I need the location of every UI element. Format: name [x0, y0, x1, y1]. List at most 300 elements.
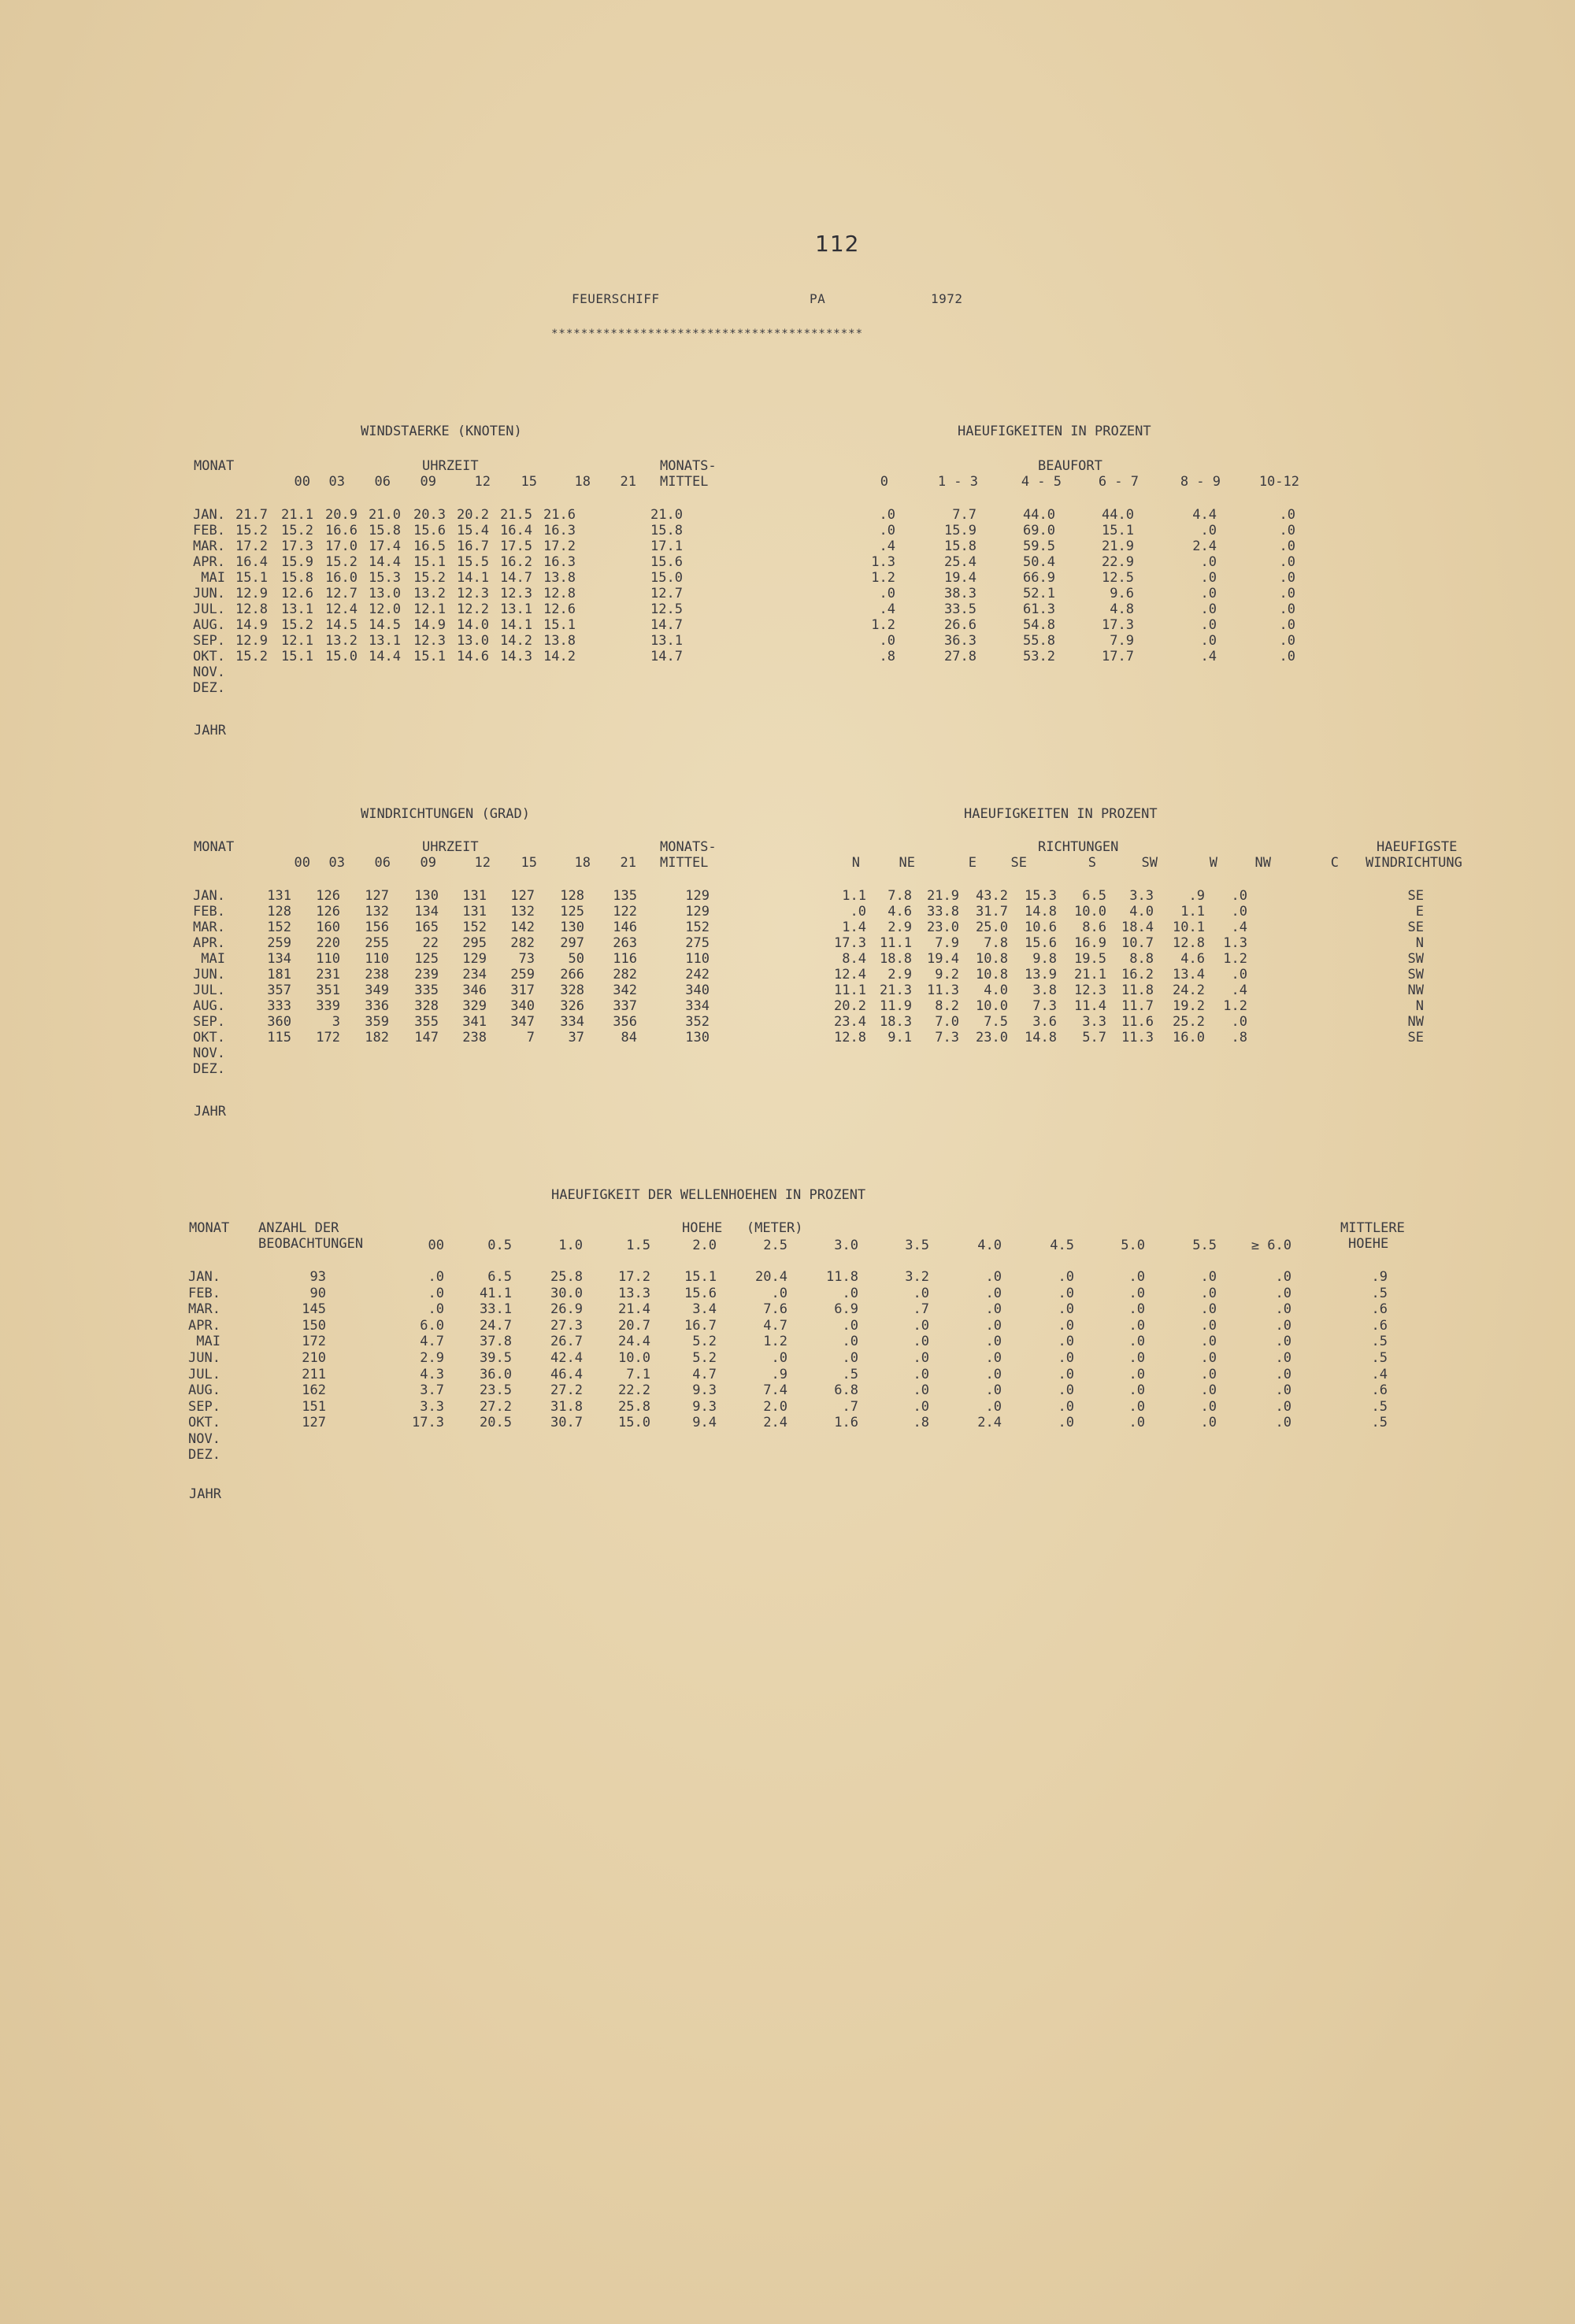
height-header: 5.5 — [1192, 1238, 1217, 1253]
table-cell: .0 — [428, 1285, 444, 1301]
table-cell: .8 — [1231, 1030, 1247, 1045]
table-cell: 11.1 — [834, 983, 866, 998]
table-cell: .0 — [1231, 888, 1247, 904]
table-cell: .0 — [1275, 1301, 1292, 1318]
hour-header: 00 — [294, 474, 310, 490]
table-cell: 14.9 — [413, 617, 446, 633]
table-cell: 16.0 — [1173, 1030, 1205, 1045]
table-cell: 122 — [613, 904, 637, 920]
monat-label: MONAT — [194, 839, 235, 855]
table-cell: .0 — [1128, 1350, 1145, 1366]
table-cell: 44.0 — [1023, 507, 1055, 523]
table-cell: 6.9 — [834, 1301, 858, 1318]
mittlere-hoehe-label: HOEHE — [1348, 1236, 1389, 1252]
wind-speed-row — [0, 523, 1575, 538]
table-cell: .0 — [1058, 1415, 1074, 1431]
table-cell: 4.0 — [984, 983, 1008, 998]
table-cell: 12.5 — [650, 601, 683, 617]
table-cell: .0 — [1279, 523, 1295, 538]
table-cell: 231 — [316, 967, 340, 983]
table-cell: 12.3 — [457, 586, 489, 601]
most-frequent-direction: SE — [1407, 1030, 1424, 1045]
table-cell: 329 — [462, 998, 487, 1014]
monats-label: MONATS- — [660, 458, 717, 474]
table-cell: .0 — [913, 1317, 929, 1334]
table-cell: .5 — [842, 1366, 858, 1382]
table-cell: 13.0 — [369, 586, 401, 601]
month-label: JUN. — [193, 586, 225, 601]
beaufort-header: 8 - 9 — [1180, 474, 1221, 490]
table-cell: .0 — [1200, 554, 1217, 570]
table-cell: 255 — [365, 935, 389, 951]
table-cell: 12.6 — [543, 601, 576, 617]
table-cell: 13.8 — [543, 633, 576, 649]
table-cell: 15.2 — [235, 523, 268, 538]
table-cell: 10.0 — [618, 1350, 650, 1366]
table-cell: .0 — [985, 1398, 1002, 1415]
table-cell: 15.9 — [281, 554, 313, 570]
table-cell: .0 — [1200, 633, 1217, 649]
table-cell: 328 — [560, 983, 584, 998]
table-cell: 13.1 — [500, 601, 532, 617]
table-cell: 13.1 — [369, 633, 401, 649]
table-cell: 25.8 — [618, 1398, 650, 1415]
month-label: MAI — [201, 951, 225, 967]
station-code: PA — [810, 291, 826, 306]
table-cell: .4 — [1231, 920, 1247, 935]
table-cell: 14.1 — [500, 617, 532, 633]
table-cell: 152 — [685, 920, 710, 935]
table-cell: 3.2 — [905, 1269, 929, 1285]
table-cell: 42.4 — [550, 1350, 583, 1366]
table-cell: 135 — [613, 888, 637, 904]
table-cell: 2.4 — [977, 1415, 1002, 1431]
wind-speed-row — [0, 586, 1575, 601]
table-cell: 93 — [309, 1269, 326, 1285]
table-cell: .0 — [1200, 586, 1217, 601]
wind-speed-row — [0, 633, 1575, 649]
table-cell: .0 — [1058, 1285, 1074, 1301]
table-cell: 11.8 — [826, 1269, 858, 1285]
table-cell: 349 — [365, 983, 389, 998]
table-cell: 333 — [267, 998, 291, 1014]
month-label: NOV. — [193, 1045, 225, 1061]
table-cell: 31.7 — [976, 904, 1008, 920]
table-cell: .0 — [1200, 1301, 1217, 1318]
table-cell: 16.2 — [1121, 967, 1154, 983]
table-cell: 14.0 — [457, 617, 489, 633]
table-cell: 23.4 — [834, 1014, 866, 1030]
table-cell: 234 — [462, 967, 487, 983]
table-cell: 210 — [302, 1350, 326, 1366]
table-cell: .9 — [1371, 1269, 1388, 1285]
table-cell: .0 — [1058, 1350, 1074, 1366]
table-cell: 339 — [316, 998, 340, 1014]
table-cell: 23.0 — [976, 1030, 1008, 1045]
month-label: MAR. — [188, 1301, 220, 1318]
windrichtung-label: WINDRICHTUNG — [1366, 855, 1462, 871]
table-cell: 14.9 — [235, 617, 268, 633]
table-cell: 50.4 — [1023, 554, 1055, 570]
month-label: NOV. — [193, 664, 225, 680]
table-cell: 6.8 — [834, 1382, 858, 1399]
table-cell: 13.9 — [1025, 967, 1057, 983]
wave-height-row — [0, 1399, 1575, 1415]
table-cell: 15.3 — [369, 570, 401, 586]
most-frequent-direction: SW — [1407, 951, 1424, 967]
table-cell: .9 — [1188, 888, 1205, 904]
table-cell: 10.8 — [976, 967, 1008, 983]
table-cell: 7 — [526, 1030, 535, 1045]
table-cell: 16.7 — [457, 538, 489, 554]
table-cell: .0 — [1200, 1269, 1217, 1285]
month-label: MAI — [196, 1334, 220, 1350]
table-cell: 128 — [267, 904, 291, 920]
table-cell: 15.8 — [944, 538, 976, 554]
table-cell: 21.0 — [369, 507, 401, 523]
table-cell: .5 — [1371, 1334, 1388, 1350]
table-cell: 134 — [267, 951, 291, 967]
table-cell: 335 — [414, 983, 439, 998]
table-cell: 16.4 — [235, 554, 268, 570]
wind-direction-row — [0, 904, 1575, 920]
table-cell: 11.4 — [1074, 998, 1106, 1014]
height-header: 00 — [428, 1238, 444, 1253]
jahr-label: JAHR — [194, 723, 226, 738]
month-label: FEB. — [193, 523, 225, 538]
table-cell: 12.6 — [281, 586, 313, 601]
wind-direction-row — [0, 983, 1575, 998]
table-cell: 20.2 — [834, 998, 866, 1014]
table-cell: 152 — [462, 920, 487, 935]
direction-header: W — [1209, 855, 1217, 871]
table-cell: 8.8 — [1129, 951, 1154, 967]
beaufort-header: 1 - 3 — [937, 474, 978, 490]
table-cell: .0 — [1279, 554, 1295, 570]
month-label: SEP. — [193, 1014, 225, 1030]
table-cell: 8.2 — [935, 998, 959, 1014]
table-cell: 13.1 — [650, 633, 683, 649]
table-cell: 150 — [302, 1317, 326, 1334]
table-cell: 142 — [510, 920, 535, 935]
table-cell: .0 — [1231, 1014, 1247, 1030]
table-cell: 4.3 — [420, 1366, 444, 1382]
table-cell: 20.7 — [618, 1317, 650, 1334]
beaufort-header: 6 - 7 — [1098, 474, 1139, 490]
table-cell: .0 — [1275, 1350, 1292, 1366]
table-cell: 4.7 — [692, 1366, 717, 1382]
most-frequent-direction: SE — [1407, 888, 1424, 904]
table-cell: 131 — [267, 888, 291, 904]
table-cell: 27.2 — [480, 1398, 512, 1415]
table-cell: .0 — [1058, 1317, 1074, 1334]
table-cell: 14.2 — [500, 633, 532, 649]
table-cell: 1.2 — [1223, 998, 1247, 1014]
table-cell: 130 — [560, 920, 584, 935]
table-cell: 12.8 — [235, 601, 268, 617]
table-cell: .0 — [1128, 1366, 1145, 1382]
wind-speed-row — [0, 649, 1575, 664]
hoehe-label: HOEHE (METER) — [682, 1220, 803, 1236]
most-frequent-direction: SW — [1407, 967, 1424, 983]
table-cell: 15.0 — [650, 570, 683, 586]
table-cell: .0 — [913, 1350, 929, 1366]
table-cell: .0 — [1231, 904, 1247, 920]
month-label: FEB. — [188, 1285, 220, 1301]
wind-speed-row — [0, 554, 1575, 570]
table-cell: 347 — [510, 1014, 535, 1030]
table-cell: 282 — [613, 967, 637, 983]
wind-direction-row — [0, 1030, 1575, 1045]
table-cell: 12.7 — [325, 586, 358, 601]
month-label: JUN. — [188, 1350, 220, 1366]
table-cell: 12.1 — [413, 601, 446, 617]
direction-header: SE — [1010, 855, 1027, 871]
direction-header: NE — [899, 855, 915, 871]
table-cell: 14.3 — [500, 649, 532, 664]
table-cell: 14.2 — [543, 649, 576, 664]
table-cell: 337 — [613, 998, 637, 1014]
table-cell: .0 — [1279, 617, 1295, 633]
table-cell: 11.3 — [1121, 1030, 1154, 1045]
height-header: 3.0 — [834, 1238, 858, 1253]
table-cell: 4.6 — [1180, 951, 1205, 967]
table-cell: .8 — [879, 649, 895, 664]
direction-header: NW — [1254, 855, 1271, 871]
table-cell: 359 — [365, 1014, 389, 1030]
table-cell: 328 — [414, 998, 439, 1014]
table-cell: 9.3 — [692, 1382, 717, 1399]
table-cell: 10.7 — [1121, 935, 1154, 951]
table-cell: 12.9 — [235, 586, 268, 601]
table-cell: 17.4 — [369, 538, 401, 554]
table-cell: 317 — [510, 983, 535, 998]
table-cell: 10.0 — [1074, 904, 1106, 920]
month-label: MAR. — [193, 538, 225, 554]
wind-direction-row — [0, 920, 1575, 935]
month-label: MAI — [201, 570, 225, 586]
wind-speed-title: WINDSTAERKE (KNOTEN) — [361, 424, 522, 439]
table-cell: 4.7 — [763, 1317, 788, 1334]
table-cell: 21.3 — [880, 983, 912, 998]
month-label: JAN. — [193, 507, 225, 523]
table-cell: 17.2 — [543, 538, 576, 554]
wind-speed-row — [0, 538, 1575, 554]
table-cell: 53.2 — [1023, 649, 1055, 664]
table-cell: 1.2 — [871, 617, 895, 633]
table-cell: 130 — [685, 1030, 710, 1045]
table-cell: 346 — [462, 983, 487, 998]
table-cell: 356 — [613, 1014, 637, 1030]
hour-header: 18 — [574, 474, 591, 490]
mittel-label: MITTEL — [660, 474, 709, 490]
month-label: DEZ. — [193, 680, 225, 696]
table-cell: .0 — [1200, 1415, 1217, 1431]
table-cell: 17.0 — [325, 538, 358, 554]
table-cell: 20.4 — [755, 1269, 788, 1285]
table-cell: .9 — [771, 1366, 788, 1382]
table-cell: 110 — [316, 951, 340, 967]
table-cell: 360 — [267, 1014, 291, 1030]
table-cell: 12.9 — [235, 633, 268, 649]
table-cell: 55.8 — [1023, 633, 1055, 649]
table-cell: 6.5 — [1082, 888, 1106, 904]
table-cell: .0 — [1200, 523, 1217, 538]
table-cell: 7.3 — [1032, 998, 1057, 1014]
table-cell: 59.5 — [1023, 538, 1055, 554]
table-cell: .0 — [913, 1366, 929, 1382]
table-cell: .0 — [985, 1317, 1002, 1334]
table-cell: .0 — [1058, 1366, 1074, 1382]
table-cell: 156 — [365, 920, 389, 935]
table-cell: .0 — [1200, 617, 1217, 633]
table-cell: 326 — [560, 998, 584, 1014]
table-cell: 20.9 — [325, 507, 358, 523]
table-cell: 16.2 — [500, 554, 532, 570]
table-cell: 162 — [302, 1382, 326, 1399]
table-cell: 355 — [414, 1014, 439, 1030]
table-cell: 12.8 — [543, 586, 576, 601]
table-cell: 15.3 — [1025, 888, 1057, 904]
wave-height-title: HAEUFIGKEIT DER WELLENHOEHEN IN PROZENT — [551, 1187, 866, 1203]
monat-label: MONAT — [189, 1220, 230, 1236]
wind-speed-row — [0, 617, 1575, 633]
table-cell: 16.4 — [500, 523, 532, 538]
table-cell: 1.6 — [834, 1415, 858, 1431]
table-cell: 2.9 — [420, 1350, 444, 1366]
table-cell: 5.2 — [692, 1350, 717, 1366]
hour-header: 06 — [374, 474, 391, 490]
table-cell: 25.2 — [1173, 1014, 1205, 1030]
height-header: 2.0 — [692, 1238, 717, 1253]
table-cell: 130 — [414, 888, 439, 904]
table-cell: 17.2 — [618, 1269, 650, 1285]
most-frequent-direction: NW — [1407, 983, 1424, 998]
hour-header: 09 — [420, 474, 436, 490]
table-cell: .4 — [1231, 983, 1247, 998]
table-cell: .5 — [1371, 1398, 1388, 1415]
table-cell: 17.5 — [500, 538, 532, 554]
table-cell: .0 — [879, 523, 895, 538]
table-cell: .0 — [1200, 1350, 1217, 1366]
table-cell: 7.0 — [935, 1014, 959, 1030]
table-cell: 4.6 — [888, 904, 912, 920]
table-cell: 9.4 — [692, 1415, 717, 1431]
beaufort-label: BEAUFORT — [1038, 458, 1102, 474]
table-cell: 220 — [316, 935, 340, 951]
table-cell: .4 — [879, 601, 895, 617]
table-cell: 15.6 — [413, 523, 446, 538]
table-cell: .7 — [842, 1398, 858, 1415]
table-cell: 14.4 — [369, 649, 401, 664]
table-cell: 16.7 — [684, 1317, 717, 1334]
table-cell: .0 — [985, 1334, 1002, 1350]
monats-label: MONATS- — [660, 839, 717, 855]
month-label: NOV. — [188, 1431, 220, 1447]
table-cell: .0 — [1275, 1285, 1292, 1301]
table-cell: 17.1 — [650, 538, 683, 554]
table-cell: 127 — [302, 1415, 326, 1431]
table-cell: 131 — [462, 904, 487, 920]
table-cell: .0 — [1128, 1415, 1145, 1431]
wave-height-row — [0, 1382, 1575, 1398]
table-cell: 15.4 — [457, 523, 489, 538]
table-cell: 16.5 — [413, 538, 446, 554]
table-cell: 15.1 — [413, 554, 446, 570]
table-cell: 21.5 — [500, 507, 532, 523]
table-cell: 50 — [568, 951, 584, 967]
month-label: APR. — [193, 554, 225, 570]
table-cell: .0 — [1200, 1334, 1217, 1350]
table-cell: 16.6 — [325, 523, 358, 538]
hour-header: 09 — [420, 855, 436, 871]
hour-header: 03 — [328, 474, 345, 490]
table-cell: 33.8 — [927, 904, 959, 920]
table-cell: 152 — [267, 920, 291, 935]
table-cell: 5.7 — [1082, 1030, 1106, 1045]
month-label: AUG. — [193, 617, 225, 633]
table-cell: 160 — [316, 920, 340, 935]
table-cell: 30.0 — [550, 1285, 583, 1301]
table-cell: 242 — [685, 967, 710, 983]
month-label: MAR. — [193, 920, 225, 935]
table-cell: 3.3 — [420, 1398, 444, 1415]
hour-header: 18 — [574, 855, 591, 871]
table-cell: 1.4 — [842, 920, 866, 935]
month-label: JUL. — [193, 983, 225, 998]
table-cell: 20.2 — [457, 507, 489, 523]
table-cell: .0 — [1200, 1382, 1217, 1399]
wind-direction-row — [0, 998, 1575, 1014]
table-cell: 12.3 — [413, 633, 446, 649]
table-cell: 12.1 — [281, 633, 313, 649]
table-cell: 238 — [365, 967, 389, 983]
table-cell: 2.4 — [763, 1415, 788, 1431]
most-frequent-direction: SE — [1407, 920, 1424, 935]
table-cell: 69.0 — [1023, 523, 1055, 538]
table-cell: 15.8 — [281, 570, 313, 586]
table-cell: 27.2 — [550, 1382, 583, 1399]
table-cell: .0 — [985, 1301, 1002, 1318]
beobachtungen-label: BEOBACHTUNGEN — [258, 1236, 364, 1252]
table-cell: 12.2 — [457, 601, 489, 617]
table-cell: 147 — [414, 1030, 439, 1045]
table-cell: 125 — [560, 904, 584, 920]
table-cell: 19.5 — [1074, 951, 1106, 967]
wind-direction-row — [0, 935, 1575, 951]
table-cell: 15.8 — [369, 523, 401, 538]
table-cell: 110 — [365, 951, 389, 967]
month-label: DEZ. — [193, 1061, 225, 1077]
table-cell: 20.5 — [480, 1415, 512, 1431]
table-cell: .0 — [985, 1350, 1002, 1366]
table-cell: 336 — [365, 998, 389, 1014]
table-cell: 151 — [302, 1398, 326, 1415]
uhrzeit-label: UHRZEIT — [422, 839, 479, 855]
table-cell: 134 — [414, 904, 439, 920]
table-cell: 15.0 — [618, 1415, 650, 1431]
table-cell: 10.6 — [1025, 920, 1057, 935]
table-cell: .0 — [1275, 1317, 1292, 1334]
table-cell: 15.0 — [325, 649, 358, 664]
table-cell: .0 — [1128, 1269, 1145, 1285]
table-cell: 5.2 — [692, 1334, 717, 1350]
table-cell: .0 — [850, 904, 866, 920]
hour-header: 12 — [474, 855, 491, 871]
station-name: FEUERSCHIFF — [572, 291, 660, 306]
table-cell: 259 — [267, 935, 291, 951]
table-cell: 7.6 — [763, 1301, 788, 1318]
